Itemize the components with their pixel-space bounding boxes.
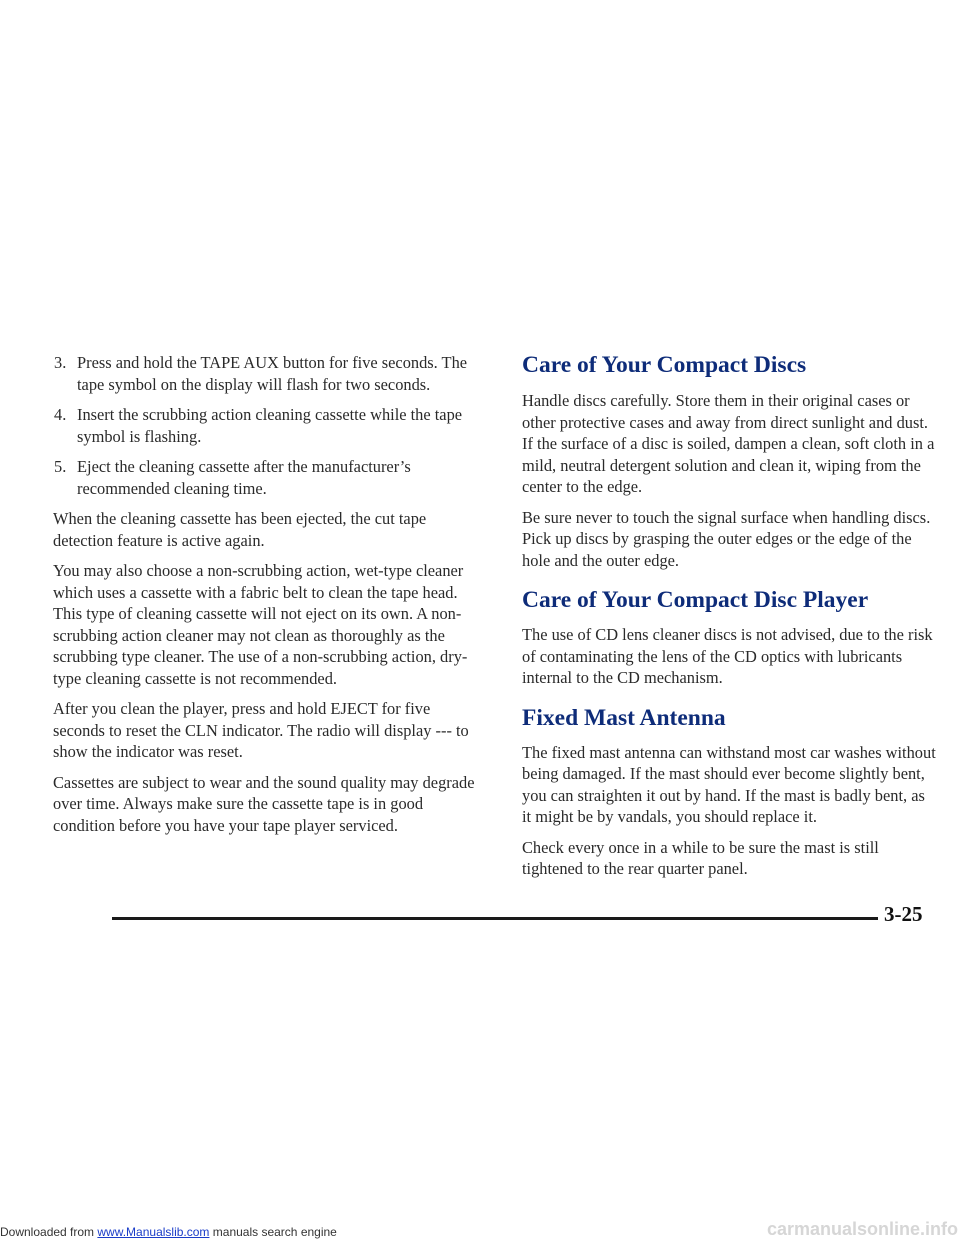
list-item [53, 456, 485, 499]
body-paragraph: When the cleaning cassette has been ejected, the cut tape detection feature is active again. [53, 509, 427, 550]
footer-text [0, 1222, 337, 1242]
body-paragraph: Check every once in a while to be sure the mast is still tightened to the rear quarter panel. [522, 837, 879, 878]
step-number: 5. [54, 457, 67, 476]
watermark: carmanualsonline.info [766, 1219, 958, 1239]
body-paragraph: The use of CD lens cleaner discs is not advised, due to the risk of contaminating the lens of the CD optics with lubricants internal to the CD mechanism. [522, 625, 933, 687]
section-heading: Care of Your Compact Disc Player [522, 587, 869, 613]
manualslib-link[interactable]: www.Manualslib.com [97, 1225, 210, 1239]
list-item [53, 352, 485, 395]
section-heading: Care of Your Compact Discs [522, 352, 807, 378]
footer-rule [112, 917, 878, 920]
step-number: 4. [54, 405, 67, 424]
step-text: Press and hold the TAPE AUX button for five seconds. The tape symbol on the display will flash for two seconds. [77, 353, 468, 394]
footer-suffix: manuals search engine [209, 1225, 337, 1239]
body-paragraph: Cassettes are subject to wear and the sound quality may degrade over time. Always make sure the cassette tape is in good condition before you have your tape player serviced. [53, 772, 475, 835]
body-paragraph: The fixed mast antenna can withstand most car washes without being damaged. If the mast should ever become slightly bent, you can straighten it out by hand. If the mast is badly bent, as it might be by vandals, you should replace it. [522, 742, 936, 826]
download-footer [0, 1219, 960, 1242]
body-paragraph: You may also choose a non-scrubbing action, wet-type cleaner which uses a cassette with a fabric belt to clean the tape head. This type of cleaning cassette will not eject on its own. A non-scrubbing action cleaner may not clean as thoroughly as the scrubbing type cleaner. The use of a non-scrubbing action, dry-type cleaning cassette is not recommended. [53, 561, 468, 688]
body-paragraph: Handle discs carefully. Store them in their original cases or other protective cases and away from direct sunlight and dust. If the surface of a disc is soiled, dampen a clean, soft cloth in a mild, neutral detergent solution and clean it, wiping from the center to the edge. [522, 391, 935, 496]
footer-prefix: Downloaded from [0, 1225, 98, 1239]
step-text: Eject the cleaning cassette after the manufacturer’s recommended cleaning time. [77, 457, 411, 498]
body-paragraph: After you clean the player, press and hold EJECT for five seconds to reset the CLN indicator. The radio will display --- to show the indicator was reset. [53, 699, 469, 761]
list-item [53, 404, 485, 447]
section-heading: Fixed Mast Antenna [522, 704, 726, 731]
right-column [522, 352, 937, 889]
body-paragraph: Be sure never to touch the signal surface when handling discs. Pick up discs by grasping the outer edges or the edge of the hole and the outer edge. [522, 507, 931, 570]
step-text: Insert the scrubbing action cleaning cassette while the tape symbol is flashing. [77, 405, 463, 446]
page-number: 3-25 [884, 902, 923, 926]
step-list [53, 352, 485, 499]
step-number: 3. [54, 353, 67, 372]
left-column [53, 352, 485, 845]
